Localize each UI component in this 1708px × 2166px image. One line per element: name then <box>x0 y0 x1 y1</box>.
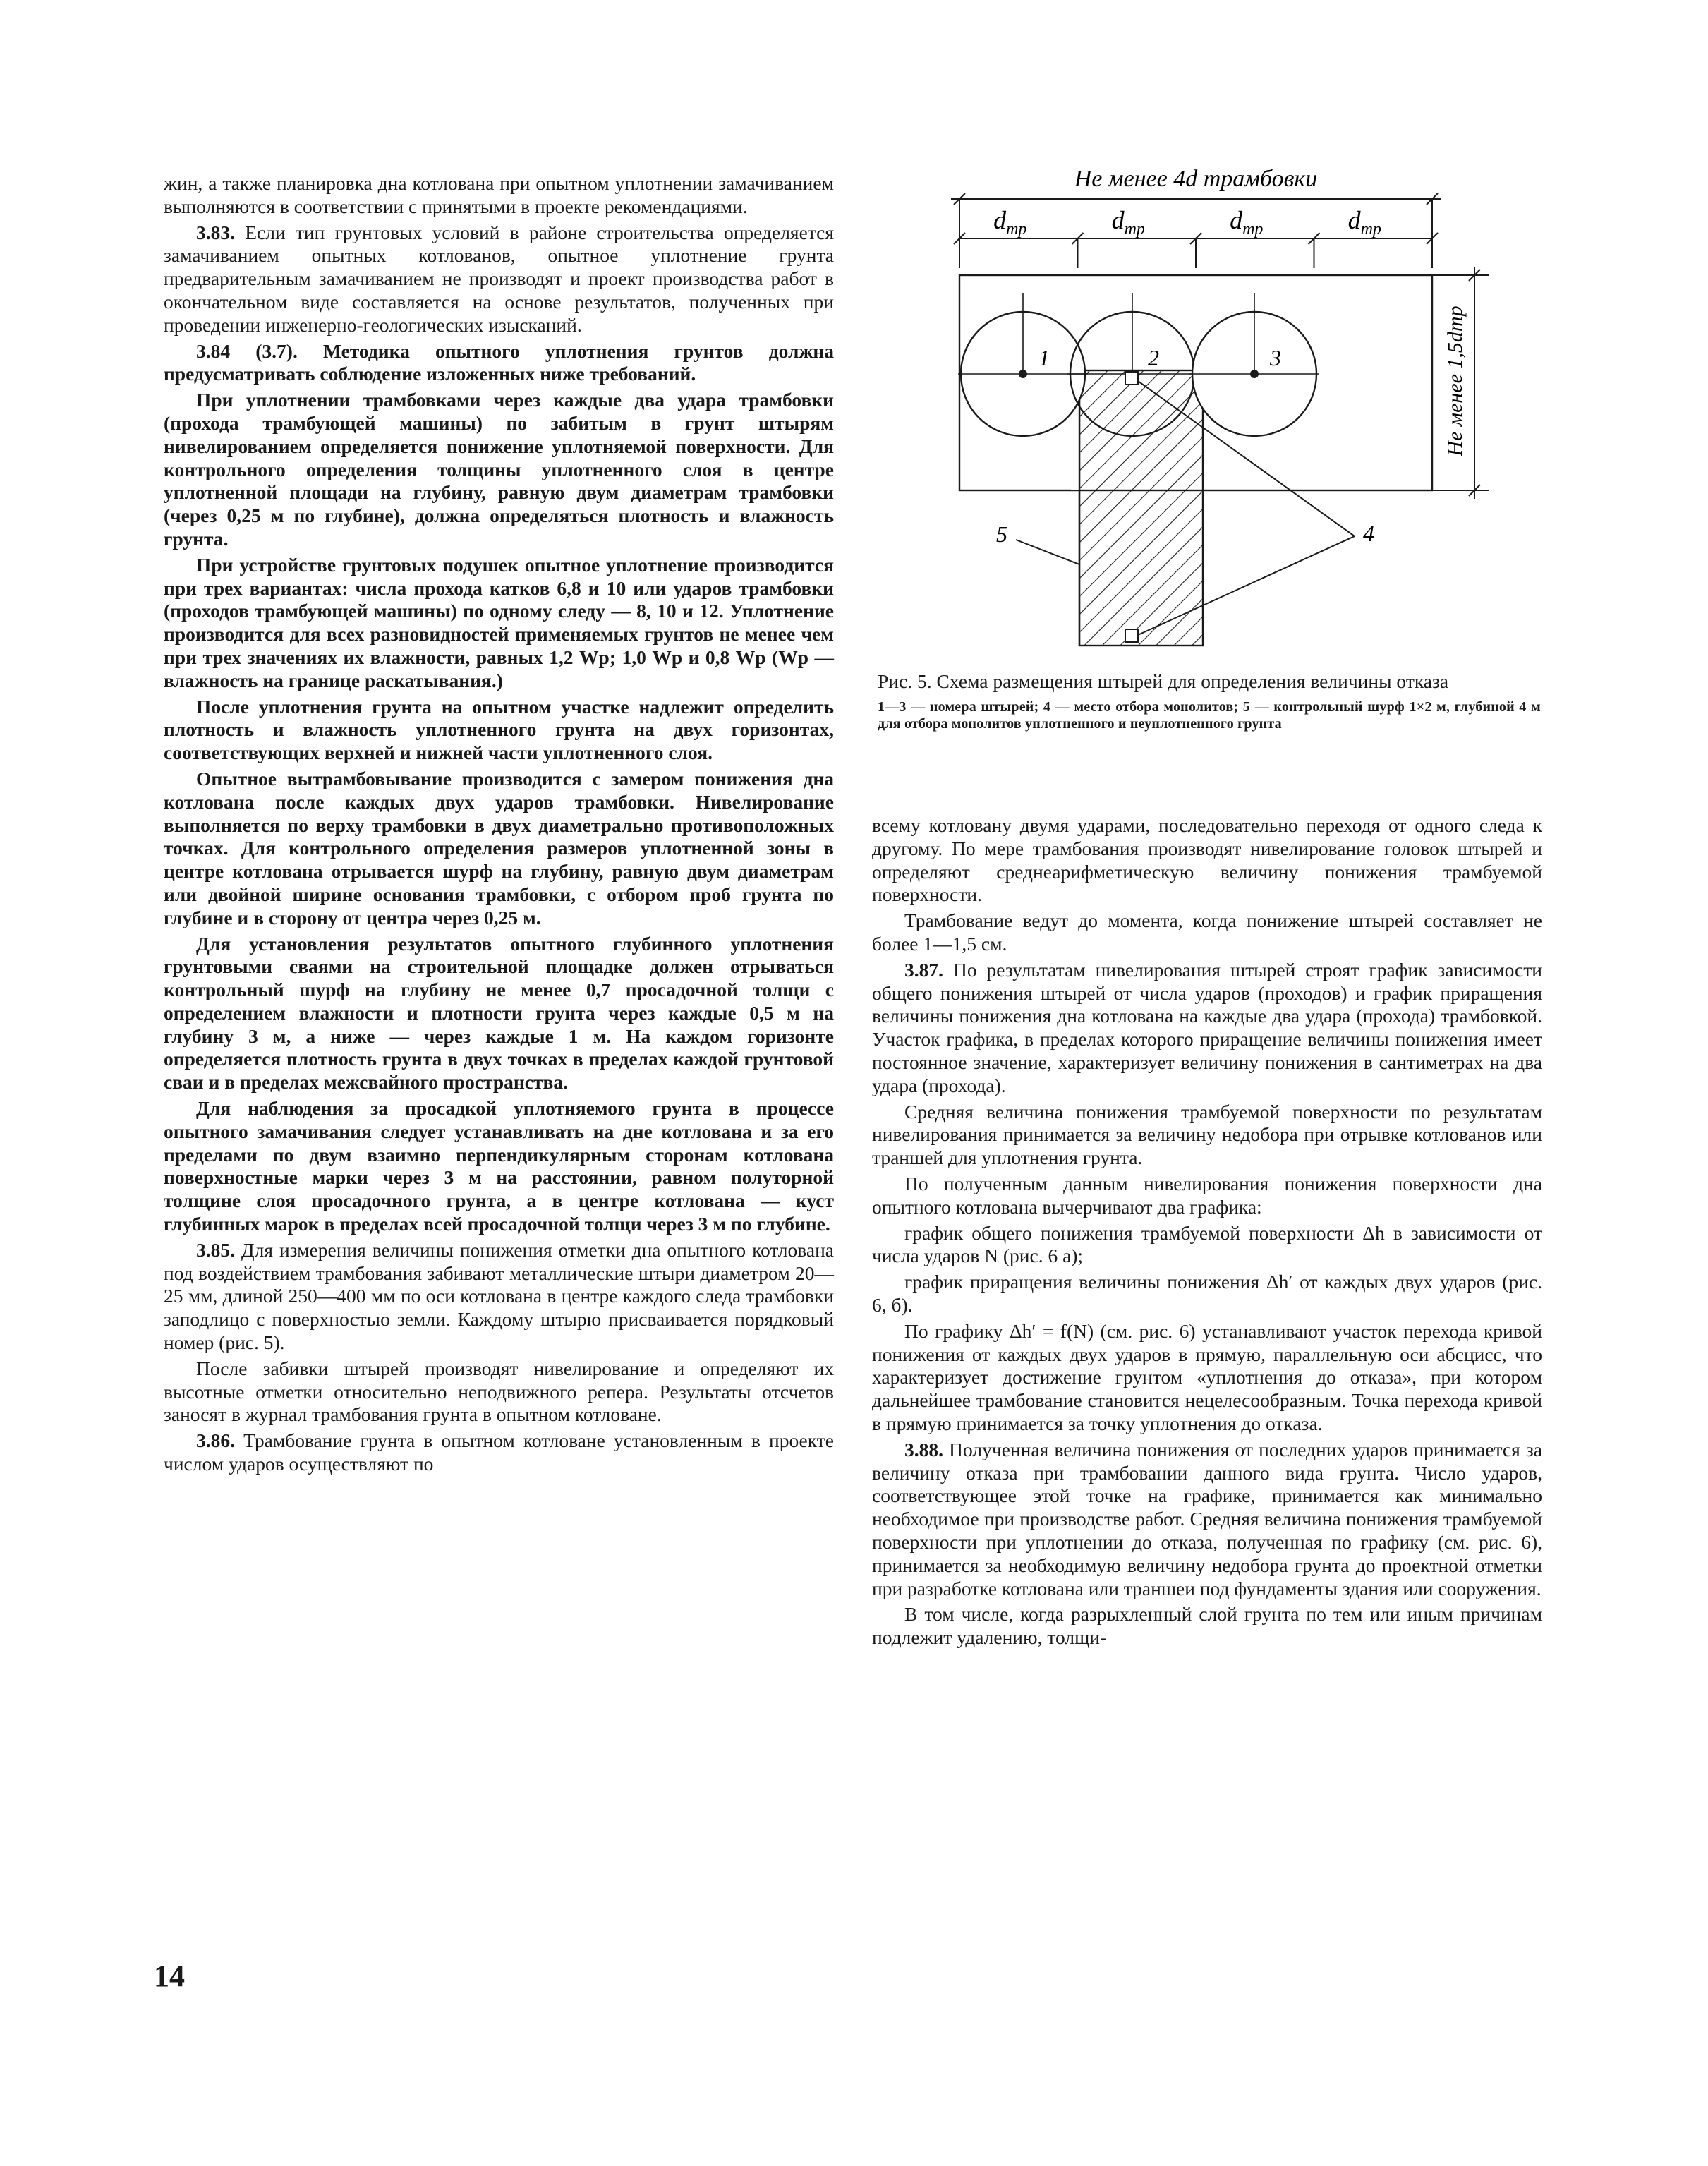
paragraph-text: Трамбование ведут до момента, когда понижение штырей составляет не более 1—1,5 см. <box>872 909 1542 955</box>
figure-caption <box>878 670 1541 732</box>
monolith-sampling-point-bottom <box>1125 629 1138 642</box>
segment-label: $d_{тр}$ <box>1230 206 1264 238</box>
paragraph-text: Полученная величина понижения от последних ударов принимается за величину отказа при трамбовании данного вида грунта. Число ударов, соответствующее этой точке на графике, принимается как минимально необходимое при производстве работ. Средняя величина понижения трамбуемой поверхности при уплотнении до отказа, полученная по графику (см. рис. 6), принимается за необходимую величину недобора грунта до проектной отметки при разработке котлована или траншеи под фундаменты здания или сооружения. <box>872 1438 1542 1599</box>
paragraph-text: график приращения величины понижения Δh′ от каждых двух ударов (рис. 6, б). <box>872 1271 1542 1316</box>
section-number: 3.85. <box>196 1238 235 1261</box>
section-number: 3.83. <box>196 221 235 243</box>
caption-title: Рис. 5. Схема размещения штырей для определения величины отказа <box>878 670 1449 692</box>
paragraph-text: При уплотнении трамбовками через каждые два удара трамбовки (прохода трамбующей машины) по забитым в грунт штырям нивелированием определяется понижение уплотняемой поверхности. Для контрольного определения толщины уплотненного слоя в центре уплотненной площади на глубину, равную двум диаметрам трамбовки (через 0,25 м по глубине), должна определяться плотность и влажность грунта. <box>164 389 834 550</box>
pin-number-label: 1 <box>1038 345 1050 370</box>
paragraph <box>872 1173 1542 1219</box>
paragraph <box>872 1603 1542 1650</box>
paragraph-text: После забивки штырей производят нивелирование и определяют их высотные отметки относительно неподвижного репера. Результаты отсчетов заносят в журнал трамбования грунта в опытном котловане. <box>164 1357 834 1426</box>
paragraph <box>872 1271 1542 1317</box>
section-number: 3.84 (3.7). <box>196 339 298 362</box>
pin-layout-schematic <box>931 169 1538 663</box>
paragraph-text: Для измерения величины понижения отметки дна опытного котлована под воздействием трамбования забивают металлические штыри диаметром 20—25 мм, длиной 250—400 мм по оси котлована в центре каждого следа трамбовки заподлицо с поверхностью земли. Каждому штырю присваивается порядковый номер (рис. 5). <box>164 1238 834 1354</box>
paragraph <box>164 554 834 693</box>
control-pit <box>1079 370 1203 646</box>
section-number: 3.86. <box>196 1429 235 1452</box>
section-number: 3.87. <box>904 958 943 981</box>
paragraph-text: По результатам нивелирования штырей строят график зависимости общего понижения штырей от числа ударов (проходов) и график приращения величины понижения дна котлована на каждые два удара (прохода) трамбовкой. Участок графика, в пределах которого приращение величины понижения имеет постоянное значение, характеризует величину понижения в сантиметрах на два удара (прохода). <box>872 958 1542 1096</box>
paragraph-text: По полученным данным нивелирования понижения поверхности дна опытного котлована вычерчивают два графика: <box>872 1172 1542 1218</box>
caption-legend: 1—3 — номера штырей; 4 — место отбора монолитов; 5 — контрольный шурф 1×2 м, глубиной 4 м для отбора монолитов уплотненного и неуплотненного грунта <box>878 699 1541 732</box>
paragraph-text: Если тип грунтовых условий в районе строительства определяется замачиванием опытных котлованов, опытное уплотнение грунта предварительным замачиванием не производят и проект производства работ в окончательном виде составляется на основе результатов, полученных при проведении инженерно-геологических изысканий. <box>164 221 834 336</box>
paragraph-text: график общего понижения трамбуемой поверхности Δh в зависимости от числа ударов N (рис. 6 а); <box>872 1221 1542 1267</box>
paragraph-text: Трамбование грунта в опытном котловане установленным в проекте числом ударов осуществляют по <box>164 1429 834 1475</box>
paragraph <box>872 909 1542 956</box>
segment-label: $d_{тр}$ <box>1347 206 1381 238</box>
paragraph-text: всему котловану двумя ударами, последовательно переходя от одного следа к другому. По мере трамбования производят нивелирование головок штырей и определяют среднеарифметическую величину понижения трамбуемой поверхности. <box>872 814 1542 906</box>
paragraph <box>164 340 834 387</box>
left-column <box>164 172 834 1476</box>
callout-label-5: 5 <box>996 521 1007 547</box>
paragraph-text: жин, а также планировка дна котлована при опытном уплотнении замачиванием выполняются в соответствии с принятыми в проекте рекомендациями. <box>164 172 834 217</box>
paragraph-text: Методика опытного уплотнения грунтов должна предусматривать соблюдение изложенных ниже требований. <box>164 339 834 385</box>
paragraph <box>164 1429 834 1476</box>
paragraph <box>164 172 834 219</box>
callout-leader-5 <box>1016 540 1079 564</box>
right-column <box>872 814 1542 1650</box>
paragraph <box>872 1439 1542 1601</box>
top-dimension-label: Не менее 4d трамбовки <box>1074 169 1318 192</box>
pin-number-label: 3 <box>1270 345 1281 370</box>
side-dimension-label: Не менее 1,5dтр <box>1443 305 1467 456</box>
paragraph <box>872 1101 1542 1170</box>
paragraph-text: После уплотнения грунта на опытном участке надлежит определить плотность и влажность уплотненного грунта на двух горизонтах, соответствующих верхней и нижней части уплотненного слоя. <box>164 695 834 764</box>
paragraph-text: Средняя величина понижения трамбуемой поверхности по результатам нивелирования принимается за величину недобора при отрывке котлованов или траншей для уплотнения грунта. <box>872 1100 1542 1169</box>
paragraph <box>164 768 834 930</box>
paragraph <box>164 389 834 551</box>
segment-label: $d_{тр}$ <box>993 206 1027 238</box>
paragraph <box>164 1239 834 1355</box>
section-number: 3.88. <box>904 1438 943 1460</box>
paragraph-text: Для наблюдения за просадкой уплотняемого грунта в процессе опытного замачивания следует устанавливать на дне котлована и за его пределами по двум взаимно перпендикулярным сторонам котлована поверхностные марки через 3 м на расстоянии, равном полуторной толщине слоя просадочного грунта, а в центре котлована — куст глубинных марок в пределах всей просадочной толщи через 3 м по глубине. <box>164 1097 834 1235</box>
paragraph <box>872 1222 1542 1269</box>
pin-number-label: 2 <box>1148 345 1159 370</box>
segment-labels <box>993 206 1381 238</box>
paragraph <box>164 222 834 337</box>
paragraph-text: Для установления результатов опытного глубинного уплотнения грунтовыми сваями на строительной площадке должен отрываться контрольный шурф на глубину не менее 0,7 просадочной толщи с определением влажности и плотности грунта через каждые 0,5 м на глубину 3 м, а ниже — через каждые 1 м. На каждом горизонте определяется плотность грунта в двух точках в пределах каждой грунтовой сваи и в пределах межсвайного пространства. <box>164 932 834 1094</box>
paragraph-text: Опытное вытрамбовывание производится с замером понижения дна котлована после каждых двух ударов трамбовки. Нивелирование выполняется по верху трамбовки в двух диаметрально противоположных точках. Для контрольного определения размеров уплотненной зоны в центре котлована отрывается шурф на глубину, равную двум диаметрам или двойной ширине основания трамбовки, с отбором проб грунта по глубине и в сторону от центра через 0,25 м. <box>164 767 834 928</box>
paragraph <box>872 814 1542 907</box>
paragraph-text: По графику Δh′ = f(N) (см. рис. 6) устанавливают участок перехода кривой понижения от каждых двух ударов в прямую, параллельную оси абсцисс, что характеризует достижение грунтом «уплотнения до отказа», при котором дальнейшее трамбование становится нецелесообразным. Точка перехода кривой в прямую принимается за точку уплотнения до отказа. <box>872 1319 1542 1434</box>
paragraph-text: В том числе, когда разрыхленный слой грунта по тем или иным причинам подлежит удалению, толщи- <box>872 1603 1542 1649</box>
paragraph <box>872 1320 1542 1436</box>
monolith-sampling-point-top <box>1125 372 1138 385</box>
paragraph <box>164 1357 834 1427</box>
paragraph <box>872 959 1542 1098</box>
page-number: 14 <box>154 1959 185 1993</box>
paragraph-text: При устройстве грунтовых подушек опытное уплотнение производится при трех вариантах: числа прохода катков 6,8 и 10 или ударов трамбовки (проходов трамбующей машины) по одному следу — 8, 10 и 12. Уплотнение производится для всех разновидностей применяемых грунтов не менее чем при трех значениях их влажности, равных 1,2 Wр; 1,0 Wр и 0,8 Wр (Wр — влажность на границе раскатывания.) <box>164 553 834 691</box>
callout-label-4: 4 <box>1363 521 1374 546</box>
paragraph <box>164 696 834 765</box>
paragraph <box>164 1097 834 1236</box>
paragraph <box>164 933 834 1095</box>
figure-5-diagram <box>931 169 1538 663</box>
segment-label: $d_{тр}$ <box>1111 206 1145 238</box>
